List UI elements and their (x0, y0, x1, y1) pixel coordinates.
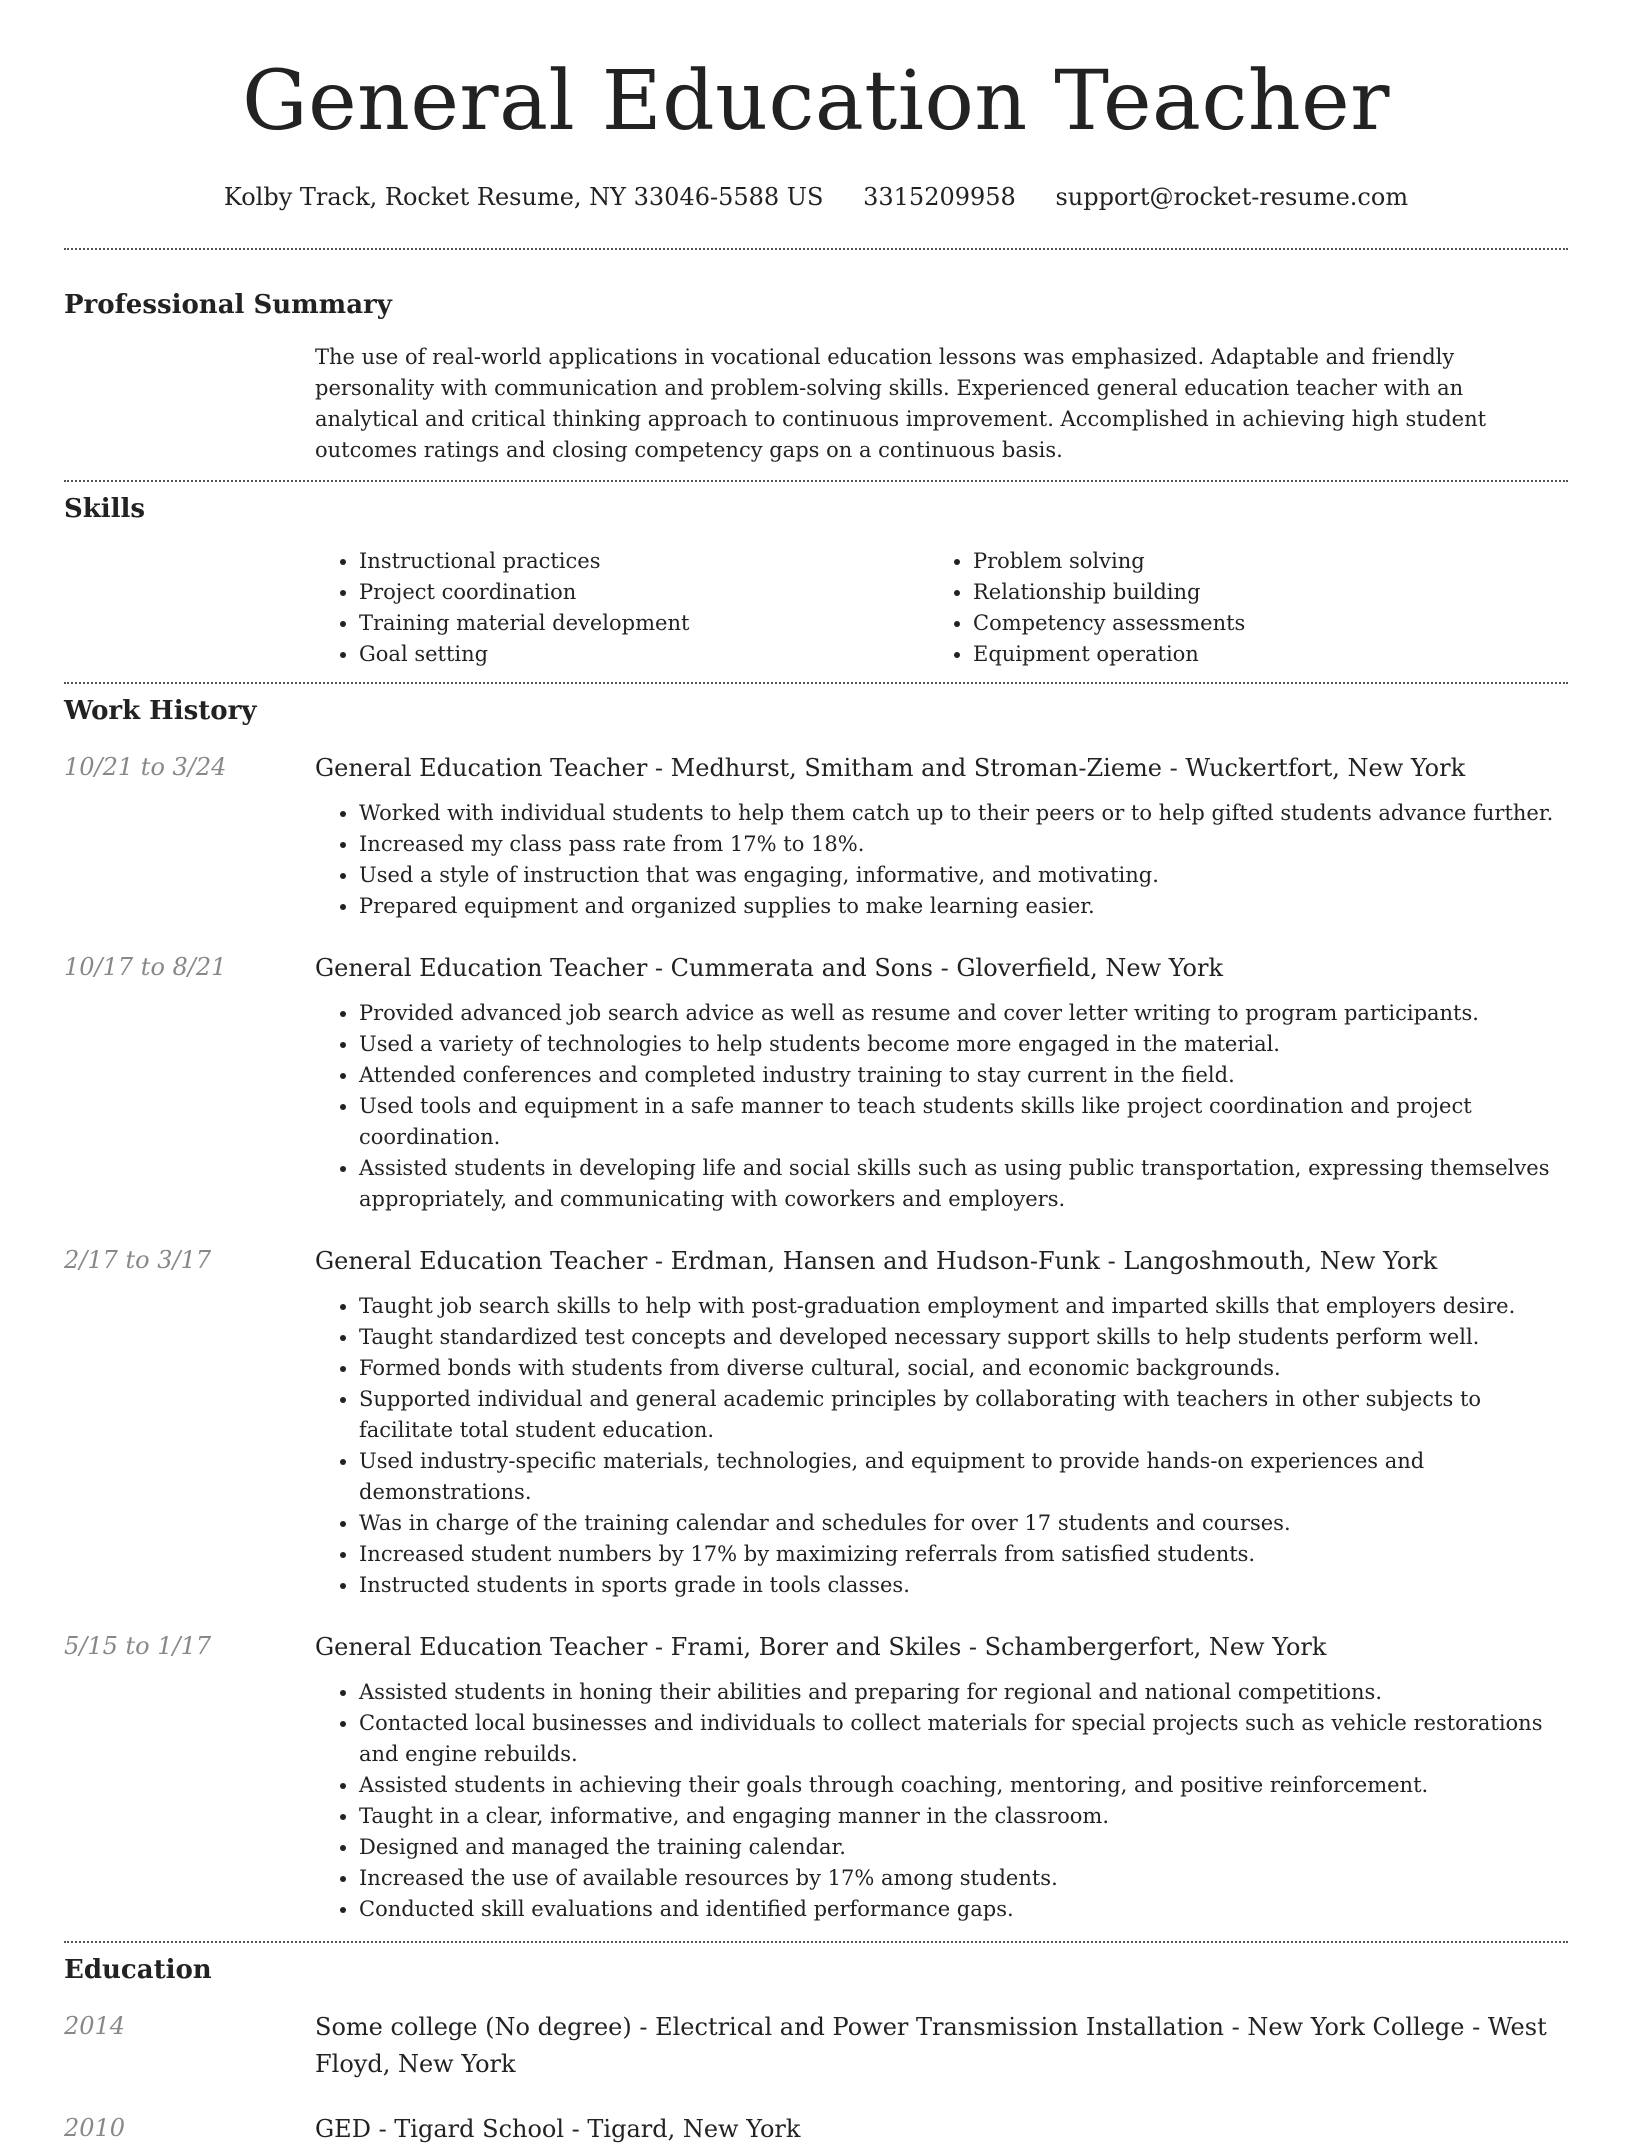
job-dates: 5/15 to 1/17 (64, 1632, 212, 1660)
skill-item: • Equipment operation (973, 639, 1543, 670)
contact-phone: 3315209958 (863, 183, 1016, 211)
job-bullet: • Was in charge of the training calendar and schedules for over 17 students and courses. (359, 1508, 1568, 1539)
job-bullet: • Attended conferences and completed industry training to stay current in the field. (359, 1060, 1568, 1091)
job-heading: General Education Teacher - Cummerata and Sons - Gloverfield, New York (315, 954, 1223, 982)
resume-name: General Education Teacher (242, 54, 1390, 149)
education-heading: Some college (No degree) - Electrical and Power Transmission Installation - New York College - West Floyd, New York (315, 2013, 1547, 2078)
contact-address: Kolby Track, Rocket Resume, NY 33046-5588 US (223, 183, 824, 211)
job-entry (64, 1243, 1568, 1601)
job-bullets (315, 1291, 1568, 1601)
job-bullet: • Used a style of instruction that was engaging, informative, and motivating. (359, 860, 1568, 891)
job-bullet: • Assisted students in honing their abilities and preparing for regional and national competitions. (359, 1677, 1568, 1708)
education-entry (64, 2009, 1568, 2083)
job-bullet: • Taught in a clear, informative, and engaging manner in the classroom. (359, 1801, 1568, 1832)
work-history-title: Work History (64, 696, 257, 726)
section-divider (64, 248, 1568, 250)
summary-text: The use of real-world applications in vocational education lessons was emphasized. Adaptable and friendly personality with communication and problem-solving skills. Experienced general education teacher with an analytical and critical thinking approach to continuous improvement. Accomplished in achieving high student outcomes ratings and closing competency gaps on a continuous basis. (315, 345, 1487, 462)
job-bullet: • Contacted local businesses and individuals to collect materials for special projects such as vehicle restorations and engine rebuilds. (359, 1708, 1568, 1770)
education-dates: 2014 (64, 2012, 126, 2040)
section-divider (64, 1941, 1568, 1943)
education-heading: GED - Tigard School - Tigard, New York (315, 2115, 801, 2143)
job-bullet: • Formed bonds with students from diverse cultural, social, and economic backgrounds. (359, 1353, 1568, 1384)
job-bullet: • Instructed students in sports grade in tools classes. (359, 1570, 1568, 1601)
job-bullets (315, 798, 1568, 922)
contact-line (64, 180, 1568, 214)
skills-list (315, 546, 1568, 670)
section-divider (64, 480, 1568, 482)
skills-column-left (315, 546, 929, 670)
job-bullet: • Prepared equipment and organized supplies to make learning easier. (359, 891, 1568, 922)
job-heading: General Education Teacher - Erdman, Hansen and Hudson-Funk - Langoshmouth, New York (315, 1247, 1438, 1275)
job-heading: General Education Teacher - Frami, Borer and Skiles - Schambergerfort, New York (315, 1633, 1327, 1661)
job-bullet: • Increased student numbers by 17% by maximizing referrals from satisfied students. (359, 1539, 1568, 1570)
job-entry (64, 750, 1568, 922)
job-dates: 10/17 to 8/21 (64, 953, 227, 981)
job-entry (64, 1629, 1568, 1925)
job-heading: General Education Teacher - Medhurst, Smitham and Stroman-Zieme - Wuckertfort, New York (315, 754, 1466, 782)
job-bullet: • Taught job search skills to help with post-graduation employment and imparted skills that employers desire. (359, 1291, 1568, 1322)
job-bullet: • Designed and managed the training calendar. (359, 1832, 1568, 1863)
skills-title: Skills (64, 494, 146, 524)
job-bullet: • Provided advanced job search advice as well as resume and cover letter writing to program participants. (359, 998, 1568, 1029)
job-bullet: • Used tools and equipment in a safe manner to teach students skills like project coordination and project coordination. (359, 1091, 1568, 1153)
job-dates: 2/17 to 3/17 (64, 1246, 212, 1274)
job-bullet: • Assisted students in developing life and social skills such as using public transportation, expressing themselves appropriately, and communicating with coworkers and employers. (359, 1153, 1568, 1215)
job-bullet: • Used a variety of technologies to help students become more engaged in the material. (359, 1029, 1568, 1060)
skill-item: • Project coordination (359, 577, 929, 608)
skill-item: • Relationship building (973, 577, 1543, 608)
job-bullet: • Used industry-specific materials, technologies, and equipment to provide hands-on experiences and demonstrations. (359, 1446, 1568, 1508)
skills-column-right (929, 546, 1543, 670)
skill-item: • Training material development (359, 608, 929, 639)
job-bullets (315, 1677, 1568, 1925)
job-bullet: • Supported individual and general academic principles by collaborating with teachers in other subjects to facilitate total student education. (359, 1384, 1568, 1446)
education-title: Education (64, 1955, 212, 1985)
skill-item: • Instructional practices (359, 546, 929, 577)
job-bullet: • Conducted skill evaluations and identified performance gaps. (359, 1894, 1568, 1925)
job-bullet: • Worked with individual students to help them catch up to their peers or to help gifted students advance further. (359, 798, 1568, 829)
section-divider (64, 682, 1568, 684)
education-entry (64, 2111, 1568, 2148)
skill-item: • Competency assessments (973, 608, 1543, 639)
summary-title: Professional Summary (64, 290, 392, 320)
job-bullet: • Increased the use of available resources by 17% among students. (359, 1863, 1568, 1894)
job-bullet: • Taught standardized test concepts and developed necessary support skills to help students perform well. (359, 1322, 1568, 1353)
job-bullets (315, 998, 1568, 1215)
job-entry (64, 950, 1568, 1215)
skill-item: • Goal setting (359, 639, 929, 670)
education-dates: 2010 (64, 2114, 126, 2142)
job-dates: 10/21 to 3/24 (64, 753, 227, 781)
job-bullet: • Increased my class pass rate from 17% to 18%. (359, 829, 1568, 860)
job-bullet: • Assisted students in achieving their goals through coaching, mentoring, and positive reinforcement. (359, 1770, 1568, 1801)
contact-email: support@rocket-resume.com (1055, 183, 1409, 211)
skill-item: • Problem solving (973, 546, 1543, 577)
